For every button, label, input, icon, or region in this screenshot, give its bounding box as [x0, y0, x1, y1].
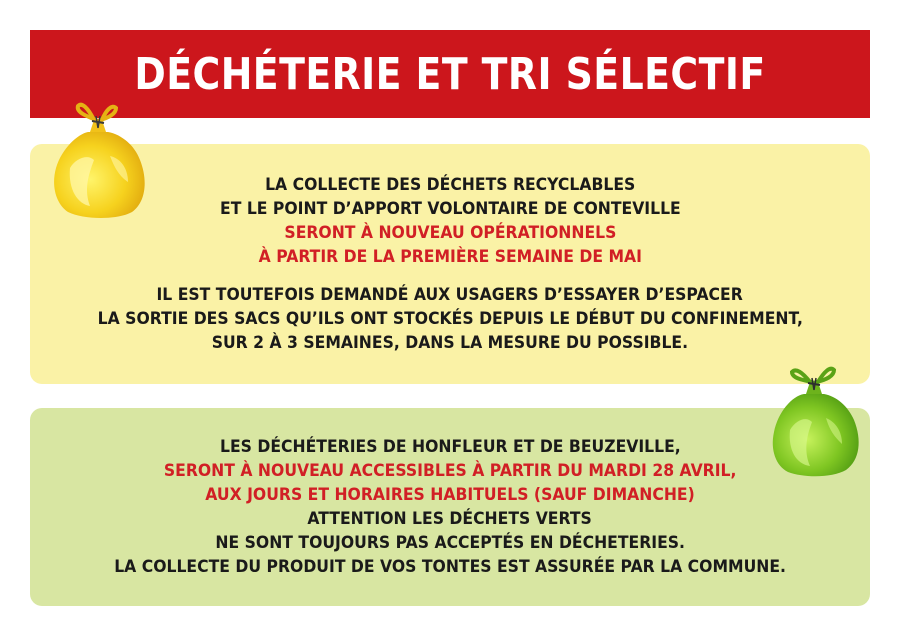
notice-line: LA COLLECTE DES DÉCHETS RECYCLABLES — [264, 175, 636, 195]
green-trash-bag-icon — [766, 360, 864, 480]
notice-line: SUR 2 À 3 SEMAINES, DANS LA MESURE DU POSSIBLE. — [211, 333, 689, 353]
notice-line-highlight: SERONT À NOUVEAU ACCESSIBLES À PARTIR DU MARDI 28 AVRIL, — [163, 461, 737, 481]
notice-line: LES DÉCHÉTERIES DE HONFLEUR ET DE BEUZEVILLE, — [219, 437, 681, 457]
page-title: DÉCHÉTERIE ET TRI SÉLECTIF — [134, 48, 766, 100]
notice-line: ET LE POINT D’APPORT VOLONTAIRE DE CONTEVILLE — [219, 199, 681, 219]
notice-line: NE SONT TOUJOURS PAS ACCEPTÉS EN DÉCHETERIES. — [215, 533, 685, 553]
notice-line: LA SORTIE DES SACS QU’ILS ONT STOCKÉS DEPUIS LE DÉBUT DU CONFINEMENT, — [97, 309, 803, 329]
notice-line-highlight: SERONT À NOUVEAU OPÉRATIONNELS — [284, 223, 616, 243]
notice-line: IL EST TOUTEFOIS DEMANDÉ AUX USAGERS D’ESSAYER D’ESPACER — [156, 285, 744, 305]
dump-notice-panel — [30, 408, 870, 606]
title-banner — [30, 30, 870, 118]
notice-line: LA COLLECTE DU PRODUIT DE VOS TONTES EST ASSURÉE PAR LA COMMUNE. — [114, 557, 786, 577]
yellow-trash-bag-icon — [48, 98, 152, 222]
notice-line-highlight: AUX JOURS ET HORAIRES HABITUELS (SAUF DIMANCHE) — [205, 485, 695, 505]
notice-line-highlight: À PARTIR DE LA PREMIÈRE SEMAINE DE MAI — [258, 247, 642, 267]
notice-line: ATTENTION LES DÉCHETS VERTS — [307, 509, 593, 529]
recycling-notice-panel — [30, 144, 870, 384]
